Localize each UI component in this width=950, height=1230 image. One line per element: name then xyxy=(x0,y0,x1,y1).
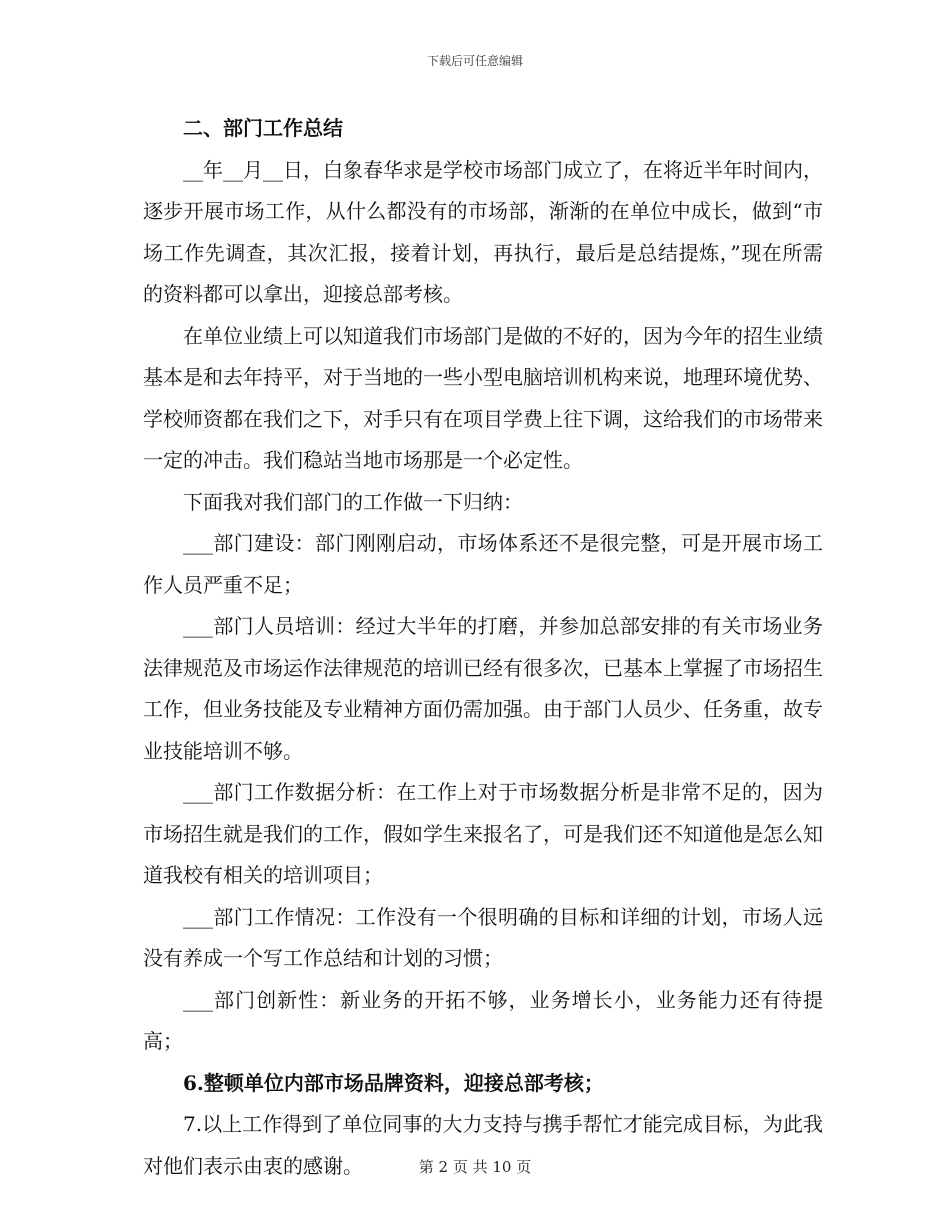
paragraph-intro: __年__月__日，白象春华求是学校市场部门成立了，在将近半年时间内，逐步开展市场工作，从什么都没有的市场部，渐渐的在单位中成长，做到“市场工作先调查，其次汇报，接着计划，再执行，最后是总结提炼，”现在所需的资料都可以拿出，迎接总部考核。 xyxy=(143,157,823,306)
paragraph-performance: 在单位业绩上可以知道我们市场部门是做的不好的，因为今年的招生业绩基本是和去年持平，对于当地的一些小型电脑培训机构来说，地理环境优势、学校师资都在我们之下，对手只有在项目学费上往下调，这给我们的市场带来一定的冲击。我们稳站当地市场那是一个必定性。 xyxy=(143,323,823,472)
paragraph-data-analysis: ___部门工作数据分析：在工作上对于市场数据分析是非常不足的，因为市场招生就是我们的工作，假如学生来报名了，可是我们还不知道他是怎么知道我校有相关的培训项目； xyxy=(143,780,823,887)
paragraph-dept-building: ___部门建设：部门刚刚启动，市场体系还不是很完整，可是开展市场工作人员严重不足； xyxy=(143,531,823,597)
paragraph-item-6: 6.整顿单位内部市场品牌资料，迎接总部考核； xyxy=(183,1070,604,1095)
paragraph-innovation: ___部门创新性：新业务的开拓不够，业务增长小，业务能力还有待提高； xyxy=(143,987,823,1053)
paragraph-summary-lead: 下面我对我们部门的工作做一下归纳： xyxy=(183,489,523,514)
page-header-note: 下载后可任意编辑 xyxy=(426,54,523,68)
paragraph-work-status: ___部门工作情况：工作没有一个很明确的目标和详细的计划，市场人远没有养成一个写工作总结和计划的习惯； xyxy=(143,904,823,970)
paragraph-item-7: 7.以上工作得到了单位同事的大力支持与携手帮忙才能完成目标，为此我对他们表示由衷的感谢。 xyxy=(143,1112,823,1178)
document-body xyxy=(143,108,823,1187)
section-heading: 二、部门工作总结 xyxy=(183,116,343,140)
paragraph-staff-training: ___部门人员培训：经过大半年的打磨，并参加总部安排的有关市场业务法律规范及市场运作法律规范的培训已经有很多次，已基本上掌握了市场招生工作，但业务技能及专业精神方面仍需加强。由于部门人员少、任务重，故专业技能培训不够。 xyxy=(143,614,823,763)
page-number: 第 2 页 共 10 页 xyxy=(418,1158,532,1176)
